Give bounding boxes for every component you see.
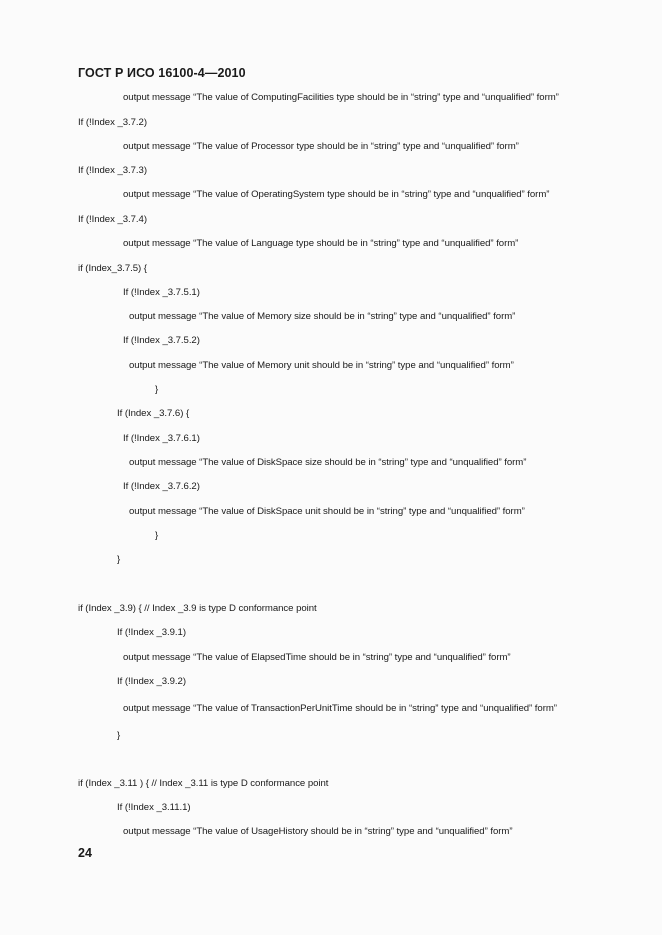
code-line: If (!Index _3.7.6.1) [123, 433, 200, 444]
code-line: output message “The value of Processor type should be in “string” type and “unqualified” form” [123, 141, 519, 152]
code-line: } [117, 730, 121, 741]
code-line: output message “The value of UsageHistory should be in “string” type and “unqualified” form” [123, 826, 513, 837]
document-header: ГОСТ Р ИСО 16100-4—2010 [78, 66, 246, 80]
code-line: If (!Index _3.7.2) [78, 117, 147, 128]
code-line: output message “The value of ComputingFacilities type should be in “string” type and “unqualified” form” [123, 92, 559, 103]
code-line: if (Index_3.7.5) { [78, 263, 147, 274]
code-line: output message “The value of DiskSpace unit should be in “string” type and “unqualified” form” [129, 506, 525, 517]
code-line: If (!Index _3.9.1) [117, 627, 186, 638]
code-line: If (Index _3.7.6) { [117, 408, 190, 419]
code-line: If (!Index _3.9.2) [117, 676, 186, 687]
code-line: } [155, 384, 159, 395]
code-line: if (Index _3.9) { // Index _3.9 is type D conformance point [78, 603, 317, 614]
code-line: If (!Index _3.7.3) [78, 165, 147, 176]
code-line: If (!Index _3.7.4) [78, 214, 147, 225]
code-line: output message “The value of Memory unit should be in “string” type and “unqualified” form” [129, 360, 514, 371]
code-line: output message “The value of DiskSpace size should be in “string” type and “unqualified” form” [129, 457, 527, 468]
code-line: output message “The value of ElapsedTime should be in “string” type and “unqualified” form” [123, 652, 511, 663]
code-line: output message “The value of TransactionPerUnitTime should be in “string” type and “unqualified” form” [123, 703, 557, 714]
code-line: output message “The value of Memory size should be in “string” type and “unqualified” form” [129, 311, 516, 322]
code-line: If (!Index _3.7.5.1) [123, 287, 200, 298]
page-number: 24 [78, 846, 92, 860]
code-line: if (Index _3.11 ) { // Index _3.11 is type D conformance point [78, 778, 329, 789]
code-line: output message “The value of Language type should be in “string” type and “unqualified” form” [123, 238, 519, 249]
code-line: output message “The value of OperatingSystem type should be in “string” type and “unqualified” form” [123, 189, 550, 200]
code-line: } [155, 530, 159, 541]
code-line: If (!Index _3.7.6.2) [123, 481, 200, 492]
code-line: } [117, 554, 121, 565]
code-line: If (!Index _3.11.1) [117, 802, 191, 813]
code-line: If (!Index _3.7.5.2) [123, 335, 200, 346]
